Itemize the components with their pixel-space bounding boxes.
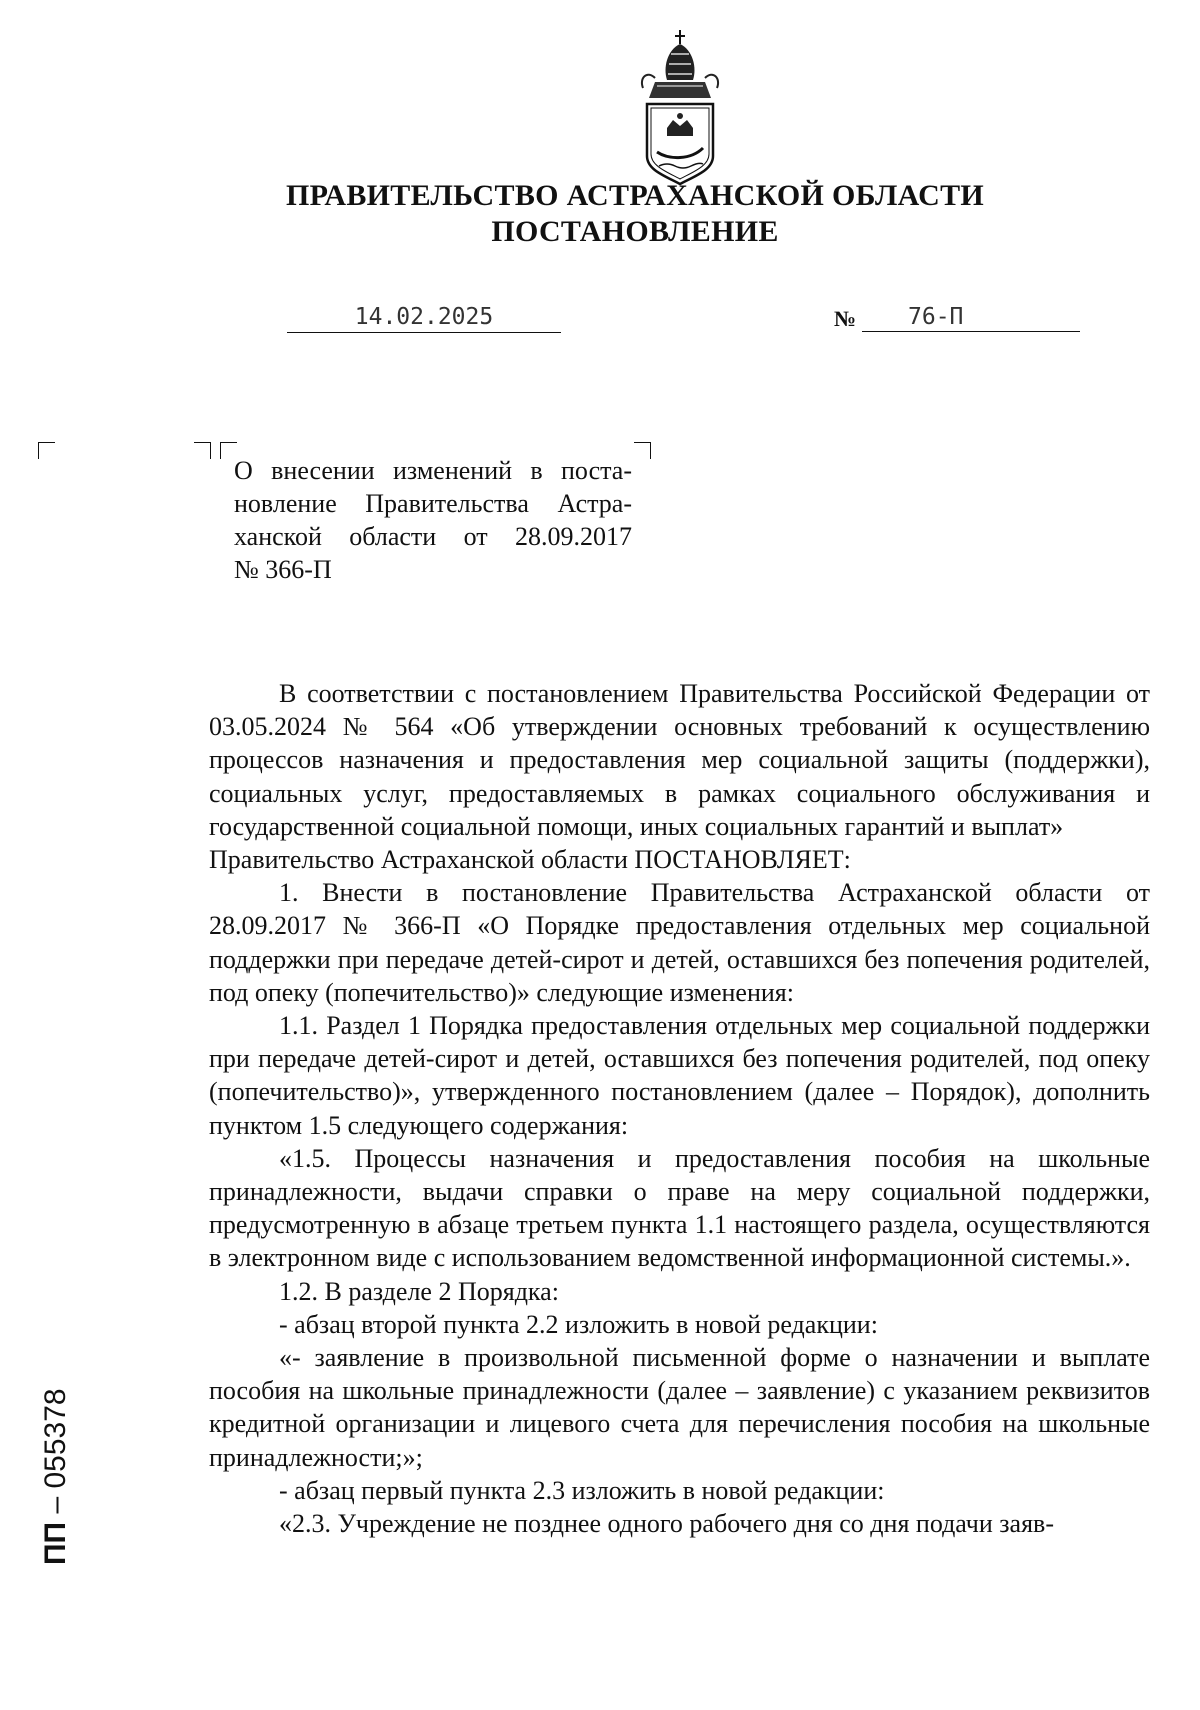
body-paragraph: 1.1. Раздел 1 Порядка предоставления отдельных мер социальной поддержки при передаче детей-сирот и детей, оставшихся без попечения родителей, под опеку (попечительство)», утвержденного постановлением (далее – Порядок), дополнить пунктом 1.5 следующего содержания: (209, 1011, 1150, 1140)
body-paragraph: - абзац первый пункта 2.3 изложить в новой редакции: (279, 1475, 885, 1505)
body-paragraph: «1.5. Процессы назначения и предоставления пособия на школьные принадлежности, выдачи справки о праве на меру социальной поддержки, предусмотренную в абзаце третьем пункта 1.1 настоящего раздела, осуществляются в электронном виде с использованием ведомственной информационной системы.». (209, 1143, 1150, 1273)
document-date: 14.02.2025 (287, 302, 561, 333)
organization-name: ПРАВИТЕЛЬСТВО АСТРАХАНСКОЙ ОБЛАСТИ (285, 179, 985, 212)
body-paragraph: «2.3. Учреждение не позднее одного рабочего дня со дня подачи заяв- (279, 1509, 1054, 1539)
serial-prefix: ПП (39, 1521, 72, 1565)
corner-mark (38, 442, 55, 459)
body-paragraph: В соответствии с постановлением Правительства Российской Федерации от 03.05.2024 № 564 «Об утверждении основных требований к осуществлению процессов назначения и предоставления мер социальной защиты (поддержки), социальных услуг, предоставляемых в рамках социального обслуживания и государственной социальной помощи, иных социальных гарантий и выплат» (209, 679, 1150, 841)
number-sign: № (834, 306, 857, 331)
subject-line: № 366-П (234, 555, 332, 584)
body-paragraph: 1. Внести в постановление Правительства Астраханской области от 28.09.2017 № 366-П «О Порядке предоставления отдельных мер социальной поддержки при передаче детей-сирот и детей, оставшихся без попечения родителей, под опеку (попечительство)» следующие изменения: (209, 878, 1150, 1007)
corner-mark (194, 442, 211, 459)
subject-line: новление Правительства Астра- (234, 489, 632, 518)
document-type: ПОСТАНОВЛЕНИЕ (491, 215, 779, 248)
body-paragraph: - абзац второй пункта 2.2 изложить в новой редакции: (279, 1309, 878, 1339)
body-paragraph: «- заявление в произвольной письменной форме о назначении и выплате пособия на школьные принадлежности (далее – заявление) с указанием реквизитов кредитной организации и лицевого счета для перечисления пособия на школьные принадлежности;»; (209, 1343, 1150, 1472)
body-paragraph: 1.2. В разделе 2 Порядка: (279, 1276, 559, 1306)
corner-mark (634, 442, 651, 459)
subject-line: О внесении изменений в поста- (234, 456, 632, 485)
coat-of-arms-emblem (637, 28, 723, 188)
subject-line: ханской области от 28.09.2017 (234, 522, 632, 551)
body-paragraph: Правительство Астраханской области ПОСТАНОВЛЯЕТ: (209, 845, 851, 875)
document-header (0, 178, 1200, 250)
serial-number: – 055378 (39, 1388, 72, 1514)
document-body (209, 677, 1150, 1540)
document-subject (234, 454, 632, 586)
document-number: 76-П (862, 302, 1080, 332)
